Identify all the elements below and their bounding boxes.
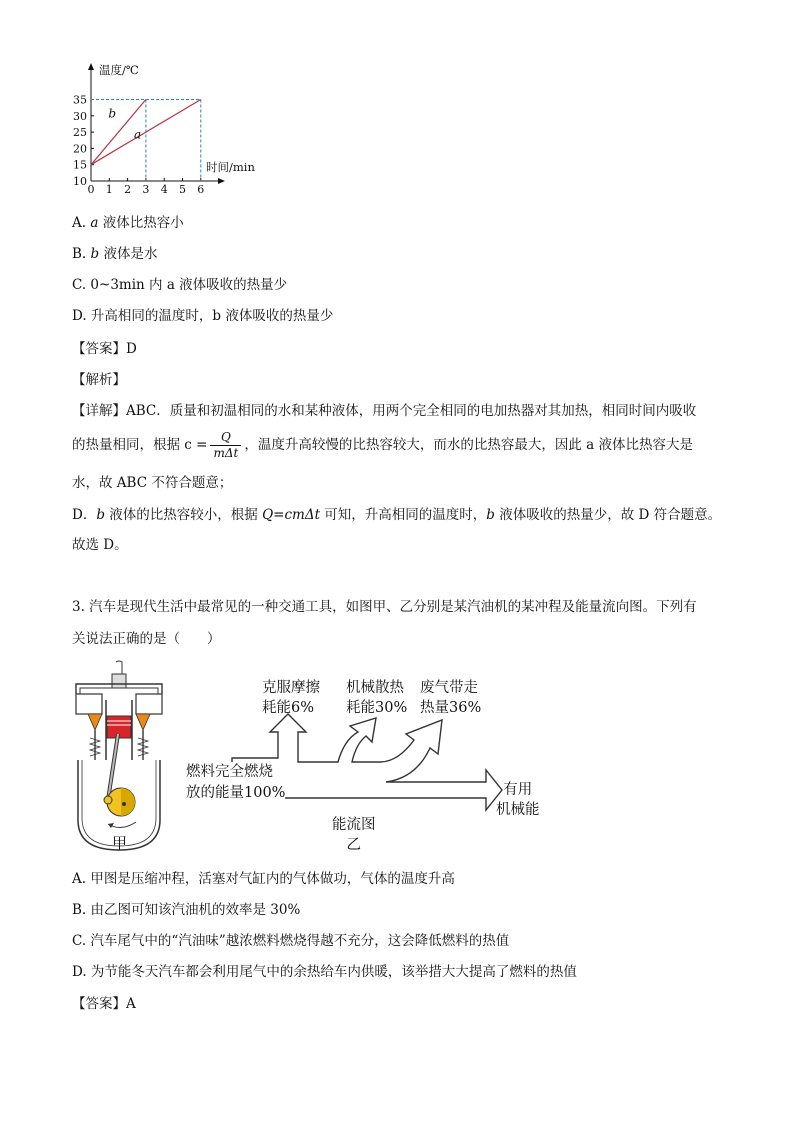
option-var: a: [90, 215, 99, 231]
y-tick-label: 10: [73, 175, 87, 188]
x-axis-arrow: [218, 178, 225, 184]
detail-formula: Q=cmΔt: [262, 507, 320, 523]
flow-branch-heat: [346, 678, 407, 718]
q2-detail-line3: 水，故 ABC 不符合题意；: [72, 475, 233, 491]
q3-option-d[interactable]: D. 为节能冬天汽车都会利用尾气中的余热给车内供暖，该举措大大提高了燃料的热值: [72, 964, 577, 980]
q3-option-a[interactable]: A. 甲图是压缩冲程，活塞对气缸内的气体做功，气体的温度升高: [72, 871, 455, 887]
series-label-a: a: [134, 127, 142, 142]
x-tick-label: 2: [124, 183, 132, 196]
q2-detail-line1: [72, 402, 696, 420]
flow-label: 燃料完全燃烧: [186, 764, 273, 780]
temperature-time-chart: [60, 62, 270, 197]
fraction-denominator: mΔt: [213, 446, 239, 460]
q2-option-c[interactable]: C. 0~3min 内 a 液体吸收的热量少: [72, 277, 288, 293]
detail-text: 液体吸收的热量少，故 D 符合题意。: [494, 507, 722, 523]
q2-option-b[interactable]: [72, 245, 157, 263]
x-tick-label: 6: [197, 183, 205, 196]
flow-input: [186, 762, 285, 804]
q2-analysis-label: 【解析】: [72, 372, 126, 388]
answer-value: D: [126, 341, 137, 357]
q2-detail-line5: 故选 D。: [72, 537, 128, 553]
x-axis-label: 时间/min: [206, 160, 255, 174]
x-tick-label: 5: [179, 183, 186, 196]
y-tick-label: 30: [73, 109, 87, 123]
flow-branch-exhaust: [420, 678, 481, 718]
x-tick-label: 4: [160, 183, 168, 196]
q2-detail-line4: [72, 506, 721, 524]
flow-subtitle-text: 乙: [346, 837, 361, 853]
x-tick-label: 1: [105, 183, 113, 196]
option-var: b: [90, 246, 100, 262]
detail-text: 可知，升高相同的温度时，: [320, 507, 487, 523]
flow-title: [332, 815, 376, 855]
fraction-numerator: Q: [210, 430, 241, 446]
option-prefix: B.: [72, 246, 91, 262]
x-tick-label: 0: [87, 183, 95, 196]
detail-var: b: [96, 507, 105, 523]
y-tick-label: 20: [73, 142, 87, 156]
q2-answer: [72, 340, 137, 358]
flow-label: 克服摩擦: [262, 680, 320, 696]
q3-stem-line2: 关说法正确的是（ ）: [72, 631, 221, 647]
option-text: 液体是水: [99, 246, 158, 262]
detail-text: ，温度升高较慢的比热容较大，而水的比热容最大，因此 a 液体比热容大是: [244, 437, 693, 453]
flow-label: 有用: [503, 782, 533, 798]
flow-title-text: 能流图: [332, 817, 376, 833]
detail-label: 【详解】: [72, 403, 126, 419]
q3-answer: [72, 995, 136, 1013]
answer-label: 【答案】: [72, 341, 126, 357]
flow-label: 机械散热: [346, 680, 404, 696]
detail-text: 液体的比热容较小，根据: [104, 507, 263, 523]
flow-label: 废气带走: [420, 680, 478, 696]
q3-stem-line1: 3. 汽车是现代生活中最常见的一种交通工具，如图甲、乙分别是某汽油机的某冲程及能量流向图。下列有: [72, 599, 697, 615]
q2-option-d[interactable]: D. 升高相同的温度时，b 液体吸收的热量少: [72, 308, 334, 324]
answer-value: A: [126, 996, 136, 1012]
answer-label: 【答案】: [72, 996, 126, 1012]
figure-jia-label: 甲: [112, 834, 128, 852]
flow-label: 耗能6%: [262, 700, 315, 716]
formula-fraction: [210, 430, 241, 461]
detail-text: ABC．质量和初温相同的水和某种液体，用两个完全相同的电加热器对其加热，相同时间内吸收: [126, 403, 697, 419]
x-tick-label: 3: [142, 183, 150, 196]
q3-option-b[interactable]: B. 由乙图可知该汽油机的效率是 30%: [72, 902, 301, 918]
y-tick-label: 35: [73, 93, 87, 107]
flow-label: 机械能: [496, 802, 540, 818]
detail-text: 的热量相同，根据 c =: [72, 437, 208, 453]
q3-option-c[interactable]: C. 汽车尾气中的“汽油味”越浓燃料燃烧得越不充分，这会降低燃料的热值: [72, 933, 510, 949]
y-tick-label: 15: [73, 158, 87, 172]
option-text: 液体比热容小: [98, 215, 184, 231]
series-label-b: b: [108, 106, 117, 121]
q2-detail-line2: [72, 428, 693, 462]
flow-label: 热量36%: [420, 700, 482, 716]
y-axis-label: 温度/℃: [99, 63, 139, 77]
flow-branch-friction: [262, 678, 320, 718]
detail-text: D．: [72, 507, 97, 523]
y-tick-label: 25: [73, 126, 87, 140]
flow-output: [496, 780, 540, 820]
flow-label: 放的能量100%: [186, 785, 286, 801]
q2-option-a[interactable]: [72, 214, 184, 232]
y-axis-arrow: [88, 63, 94, 70]
detail-var: b: [486, 507, 495, 523]
option-prefix: A.: [72, 215, 91, 231]
flow-label: 耗能30%: [346, 700, 408, 716]
engine-cylinder-figure: [66, 660, 176, 860]
